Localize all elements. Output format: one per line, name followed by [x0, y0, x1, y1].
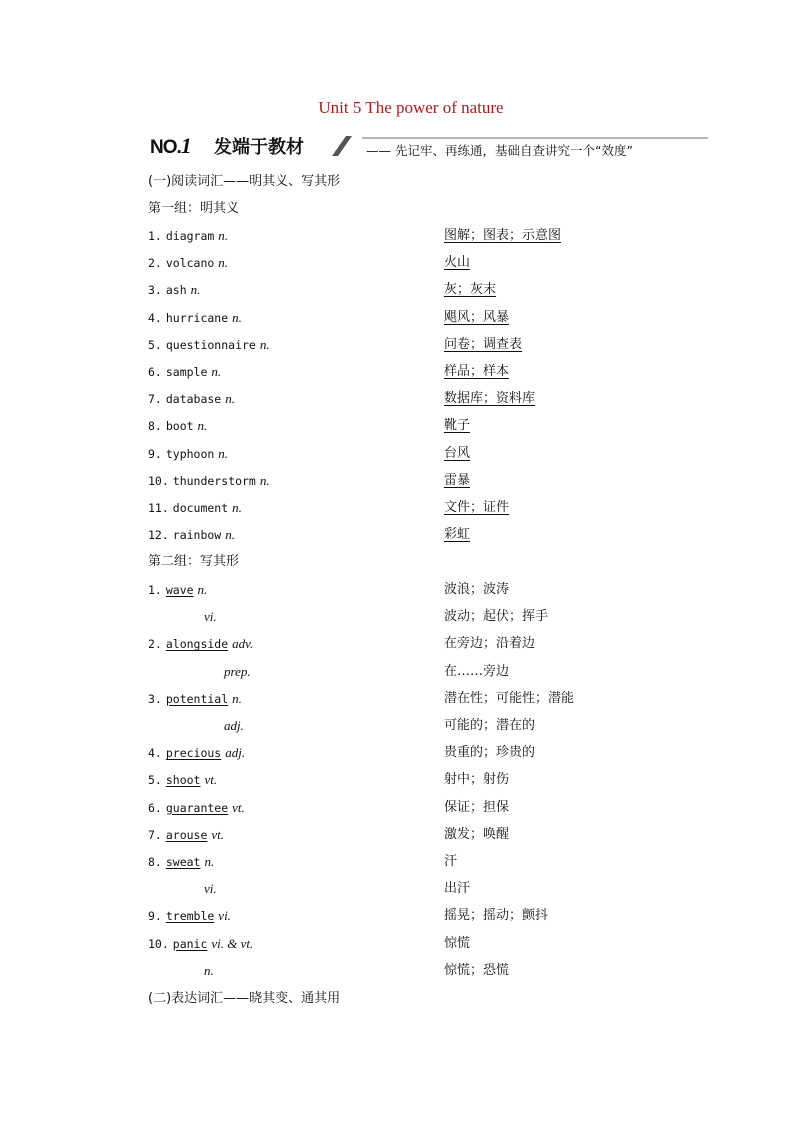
item-meaning: 摇晃；摇动；颤抖 — [444, 908, 549, 924]
item-number: 9. — [148, 446, 162, 461]
item-number: 6. — [148, 365, 162, 379]
list-item — [148, 527, 235, 543]
item-part-of-speech: vt. — [211, 826, 225, 842]
list-item — [148, 800, 245, 816]
item-meaning: 激发；唤醒 — [444, 826, 510, 842]
item-word: diagram — [165, 229, 215, 243]
item-meaning: 惊慌 — [444, 935, 471, 951]
item-part-of-speech: n. — [225, 391, 235, 407]
banner-heading: 发端于教材 — [214, 137, 304, 158]
list-item — [148, 473, 270, 489]
list-item — [148, 582, 207, 598]
item-word: questionnaire — [165, 337, 256, 352]
item-number: 1. — [148, 583, 162, 597]
item-meaning: 在……旁边 — [444, 663, 510, 679]
item-part-of-speech: n. — [232, 500, 242, 515]
list-item — [148, 446, 228, 462]
item-number: 1. — [148, 229, 162, 243]
item-meaning: 在旁边；沿着边 — [444, 636, 536, 652]
list-item — [148, 881, 217, 897]
item-part-of-speech: n. — [204, 962, 214, 978]
item-part-of-speech: adj. — [224, 718, 244, 733]
item-word: wave — [165, 583, 194, 597]
item-word: potential — [165, 691, 229, 706]
item-meaning: 潜在性；可能性；潜能 — [444, 690, 575, 706]
list-item — [148, 418, 207, 434]
item-number: 6. — [148, 800, 162, 815]
item-number: 4. — [148, 746, 162, 761]
list-item — [148, 908, 231, 924]
item-part-of-speech: vi. — [204, 881, 217, 897]
item-part-of-speech: n. — [232, 690, 242, 706]
banner-rule — [362, 137, 708, 139]
item-part-of-speech: n. — [259, 336, 270, 352]
list-item — [148, 282, 200, 298]
list-item — [148, 854, 214, 870]
section-heading-reading: (一)阅读词汇——明其义、写其形 — [148, 174, 341, 189]
item-word: boot — [165, 419, 194, 434]
item-number: 8. — [148, 855, 162, 869]
item-word: arouse — [165, 827, 208, 842]
item-number: 5. — [148, 773, 162, 788]
list-item — [148, 500, 242, 516]
item-part-of-speech: vi. — [218, 908, 231, 924]
item-part-of-speech: n. — [218, 228, 229, 243]
list-item — [148, 772, 217, 788]
item-word: rainbow — [172, 528, 222, 543]
item-word: thunderstorm — [172, 473, 256, 488]
item-number: 3. — [148, 691, 162, 706]
item-meaning: 飓风；风暴 — [444, 309, 510, 325]
item-word: guarantee — [165, 800, 229, 815]
item-meaning: 汗 — [444, 854, 458, 869]
item-meaning: 保证；担保 — [444, 799, 510, 815]
item-number: 5. — [148, 337, 162, 352]
item-meaning: 靴子 — [444, 418, 471, 434]
list-item — [148, 691, 242, 707]
item-part-of-speech: vi. & vt. — [211, 935, 254, 951]
item-number: 10. — [148, 473, 169, 488]
item-word: sweat — [165, 855, 201, 869]
item-part-of-speech: vi. — [204, 609, 217, 625]
item-part-of-speech: n. — [211, 364, 222, 379]
item-meaning: 样品；样本 — [444, 364, 510, 379]
item-word: panic — [172, 936, 208, 951]
item-meaning: 数据库；资料库 — [444, 391, 536, 407]
banner-number: NO.1 — [150, 133, 191, 158]
item-number: 7. — [148, 392, 162, 407]
item-number: 2. — [148, 256, 162, 271]
list-item — [148, 255, 228, 271]
item-part-of-speech: vt. — [232, 799, 245, 815]
list-item — [148, 391, 235, 407]
item-meaning: 台风 — [444, 445, 471, 461]
item-meaning: 波动；起伏；挥手 — [444, 609, 549, 625]
item-part-of-speech: adv. — [232, 636, 254, 652]
item-meaning: 惊慌；恐慌 — [444, 962, 510, 978]
item-part-of-speech: n. — [218, 255, 229, 271]
item-part-of-speech: n. — [225, 527, 235, 543]
list-item — [148, 609, 217, 625]
item-meaning: 出汗 — [444, 881, 471, 897]
item-meaning: 雷暴 — [444, 472, 471, 488]
list-item — [148, 963, 214, 979]
item-word: shoot — [165, 773, 201, 788]
list-item — [148, 337, 270, 353]
list-item — [148, 636, 253, 652]
item-meaning: 火山 — [444, 255, 471, 271]
item-meaning: 波浪；波涛 — [444, 582, 510, 597]
list-item — [148, 364, 221, 380]
item-meaning: 问卷；调查表 — [444, 336, 523, 352]
item-word: alongside — [165, 637, 229, 652]
banner-motto: —— 先记牢、再练通，基础自查讲究一个“效度” — [366, 143, 633, 158]
item-number: 9. — [148, 909, 162, 924]
list-item — [148, 745, 245, 761]
item-word: tremble — [165, 909, 215, 924]
section-heading-expression: (二)表达词汇——晓其变、通其用 — [148, 991, 341, 1006]
item-part-of-speech: n. — [197, 582, 208, 597]
item-meaning: 贵重的；珍贵的 — [444, 745, 536, 761]
item-part-of-speech: prep. — [224, 663, 251, 679]
section-banner — [148, 132, 708, 160]
item-word: ash — [165, 283, 187, 298]
list-item — [148, 827, 224, 843]
item-meaning: 灰；灰末 — [444, 282, 497, 298]
item-part-of-speech: n. — [197, 418, 208, 434]
item-number: 4. — [148, 310, 162, 325]
item-meaning: 彩虹 — [444, 527, 471, 543]
group1-label: 第一组：明其义 — [148, 201, 240, 216]
item-word: volcano — [165, 256, 215, 271]
item-part-of-speech: n. — [218, 445, 229, 461]
item-word: database — [165, 392, 222, 407]
item-number: 12. — [148, 528, 169, 543]
item-part-of-speech: adj. — [225, 745, 246, 761]
item-number: 8. — [148, 419, 162, 434]
item-part-of-speech: vt. — [204, 772, 218, 788]
item-meaning: 图解；图表；示意图 — [444, 228, 562, 243]
list-item — [148, 228, 228, 244]
item-part-of-speech: n. — [259, 472, 270, 488]
item-part-of-speech: n. — [204, 854, 215, 869]
list-item — [148, 310, 242, 326]
item-number: 10. — [148, 936, 169, 951]
item-part-of-speech: n. — [232, 309, 242, 325]
item-number: 3. — [148, 283, 162, 298]
item-meaning: 可能的；潜在的 — [444, 718, 536, 733]
item-word: hurricane — [165, 310, 229, 325]
group2-label: 第二组：写其形 — [148, 554, 240, 569]
item-word: precious — [165, 746, 222, 761]
item-word: document — [172, 501, 229, 515]
list-item — [148, 936, 253, 952]
unit-title: Unit 5 The power of nature — [318, 98, 504, 117]
item-number: 2. — [148, 637, 162, 652]
item-word: sample — [165, 365, 208, 379]
list-item — [148, 664, 251, 680]
item-meaning: 射中；射伤 — [444, 772, 510, 788]
item-part-of-speech: n. — [190, 282, 201, 298]
item-number: 7. — [148, 827, 162, 842]
list-item — [148, 718, 244, 734]
item-word: typhoon — [165, 446, 215, 461]
slash-icon — [330, 134, 356, 158]
item-number: 11. — [148, 501, 169, 515]
item-meaning: 文件；证件 — [444, 500, 510, 515]
